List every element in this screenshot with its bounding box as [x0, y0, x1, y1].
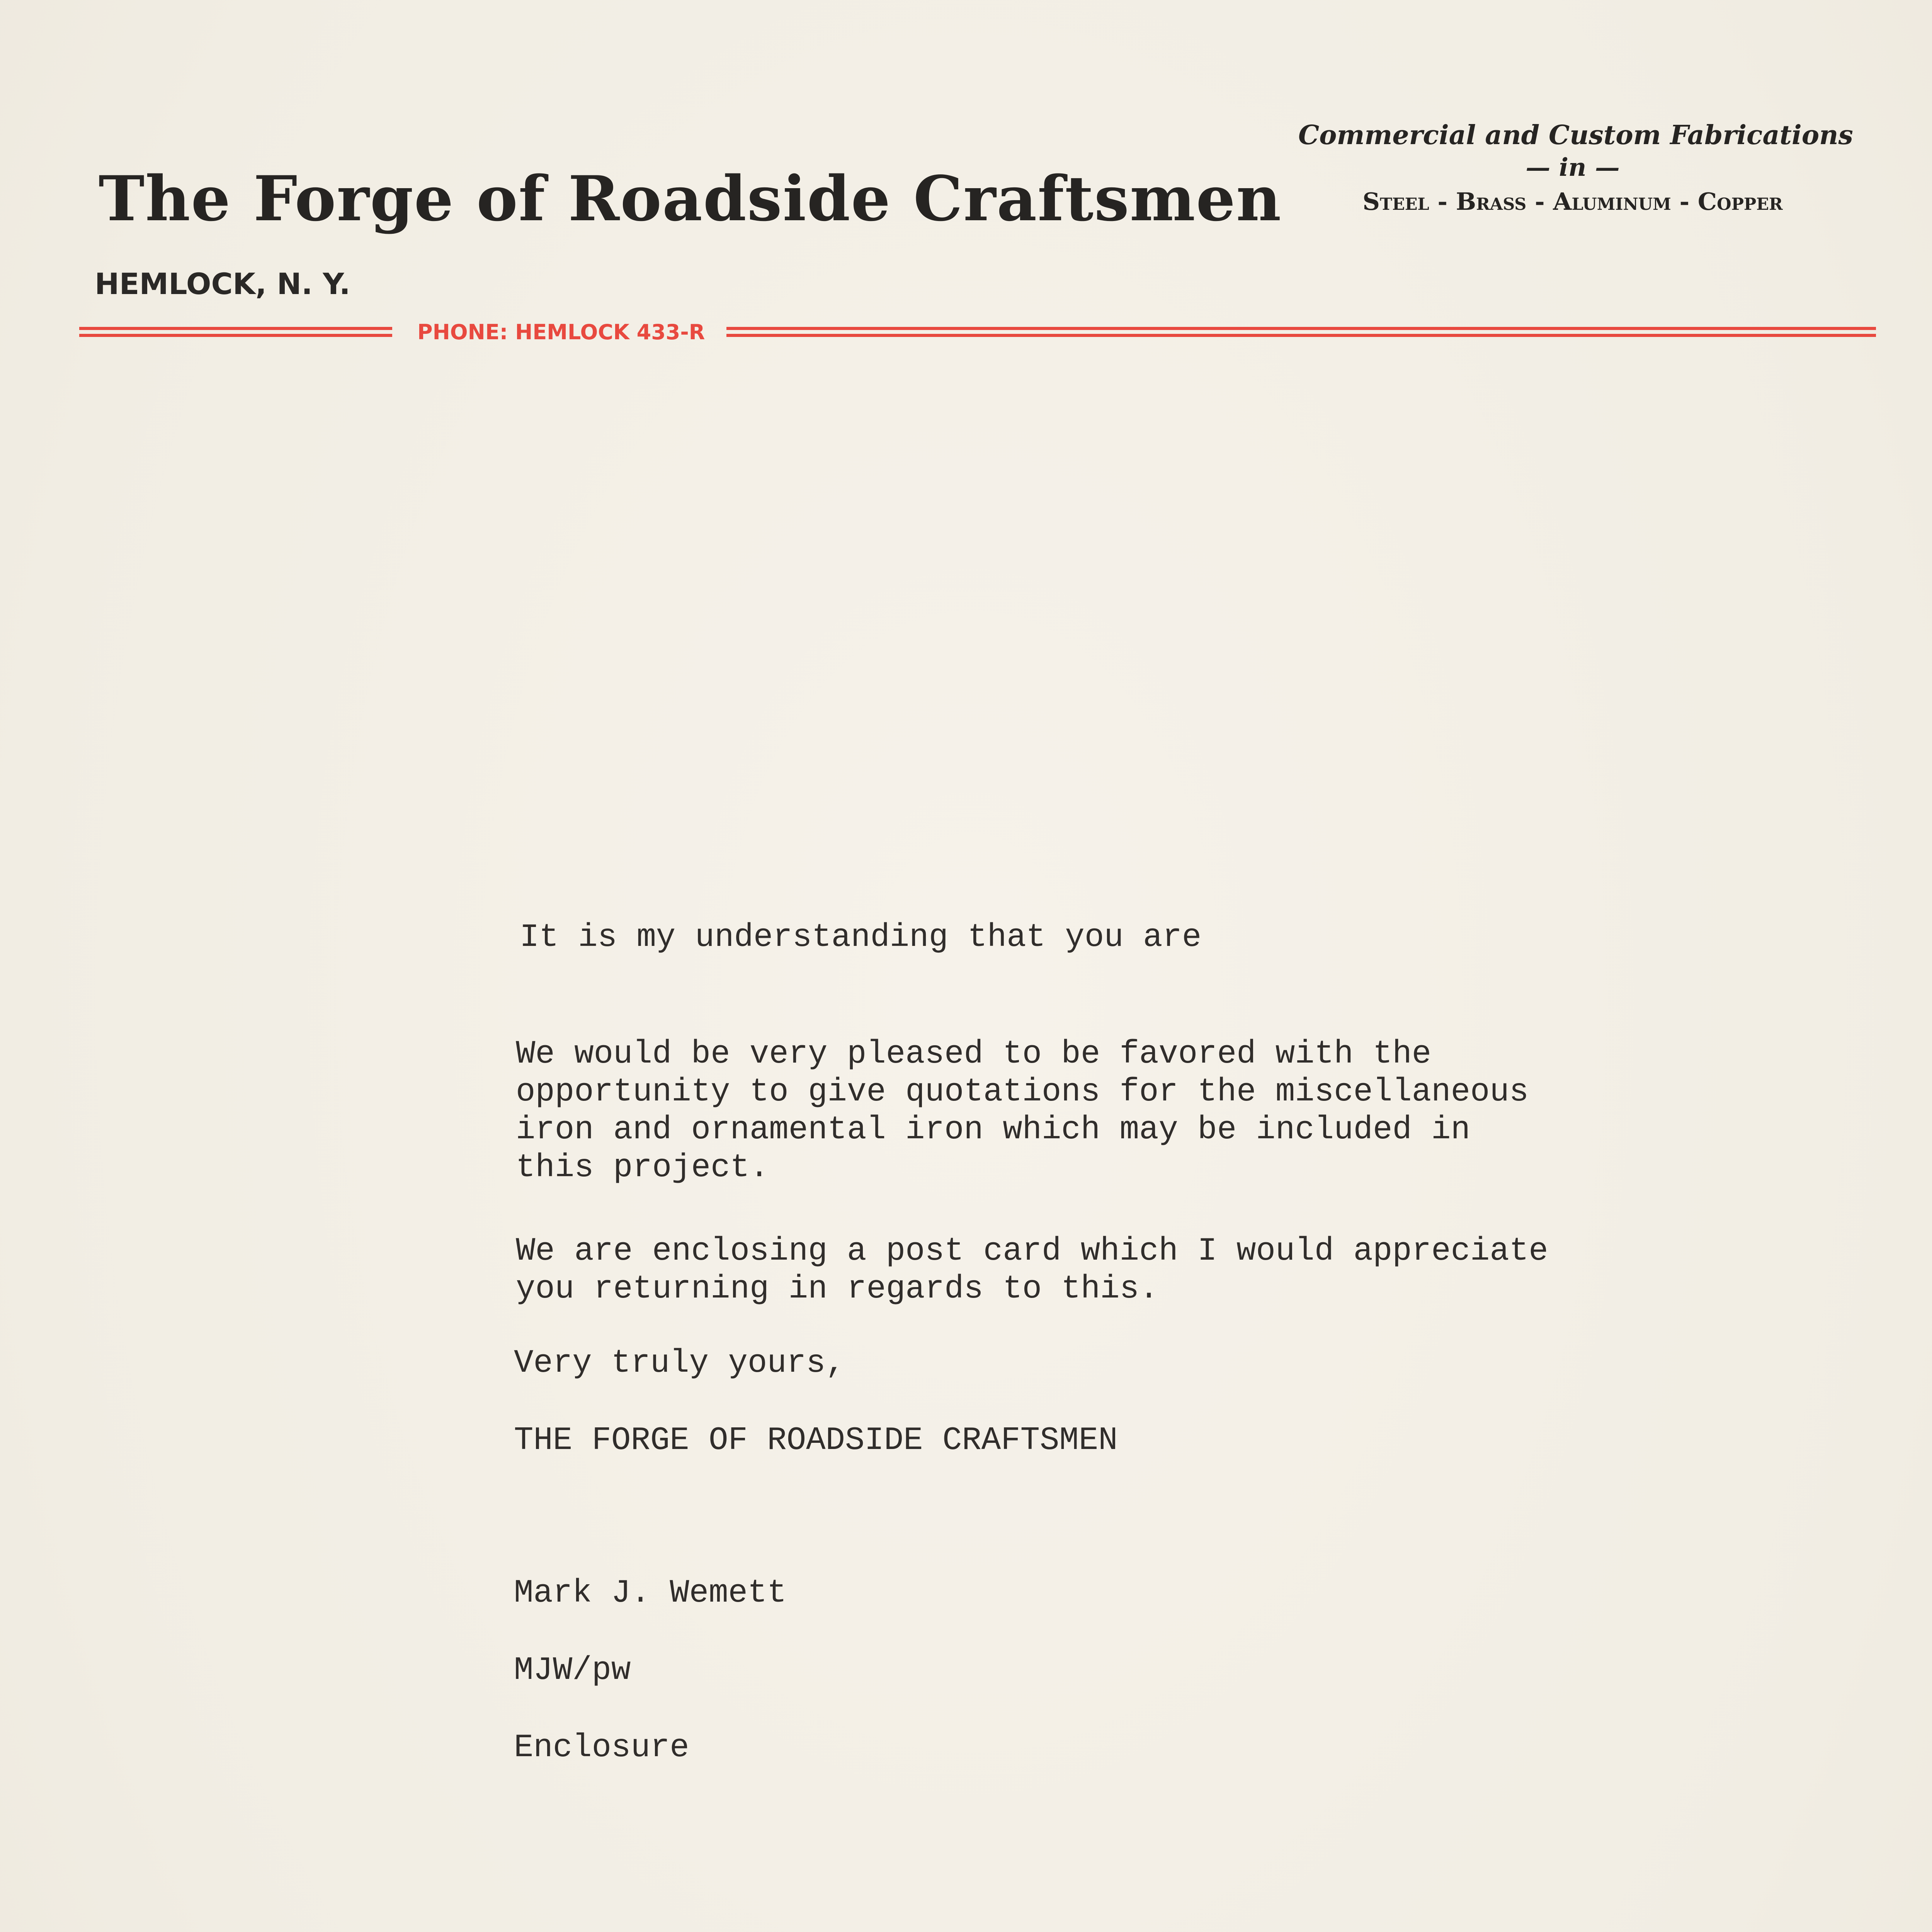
body-paragraph: We would be very pleased to be favored with the opportunity to give quotations for the miscellaneous iron and ornamental iron which may be included in this project. [516, 1036, 1529, 1186]
letterhead-rule-left [79, 327, 392, 337]
body-paragraph: We are enclosing a post card which I would appreciate you returning in regards to this. [516, 1233, 1548, 1308]
services-line1: Commercial and Custom Fabrications [1298, 120, 1853, 151]
services-block [1298, 120, 1853, 216]
body-paragraph: It is my understanding that you are [520, 919, 1202, 956]
enclosure-note: Enclosure [514, 1730, 689, 1766]
services-line2: — in — [1526, 153, 1620, 182]
signature-company: THE FORGE OF ROADSIDE CRAFTSMEN [514, 1422, 1118, 1459]
letterhead-title: The Forge of Roadside Craftsmen [99, 162, 1282, 235]
letterhead-rule-right [726, 327, 1876, 337]
letterhead-phone: PHONE: HEMLOCK 433-R [417, 320, 705, 344]
services-line3: Steel - Brass - Aluminum - Copper [1362, 187, 1783, 216]
letterhead-city: HEMLOCK, N. Y. [95, 267, 350, 301]
closing: Very truly yours, [514, 1345, 845, 1382]
reference-initials: MJW/pw [514, 1652, 631, 1689]
signer-name: Mark J. Wemett [514, 1575, 787, 1612]
